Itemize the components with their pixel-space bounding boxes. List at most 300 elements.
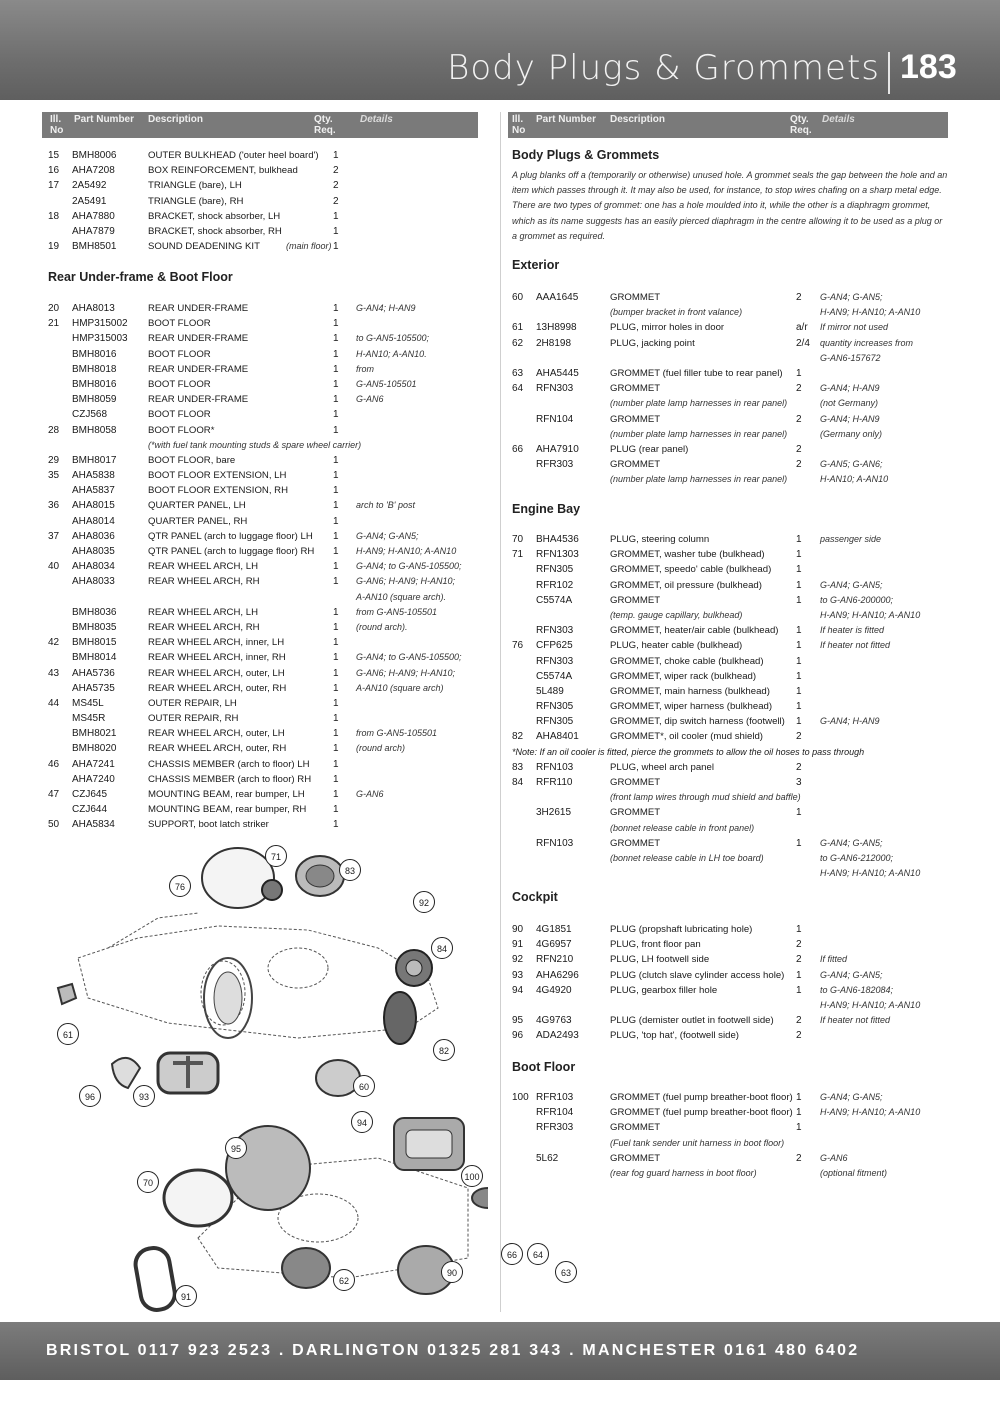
quantity: 1 [796,969,802,981]
part-number: BMH8058 [72,424,117,436]
quantity: 1 [796,984,802,996]
part-number: AHA5735 [72,682,115,694]
table-row [512,336,948,351]
part-description: PLUG, front floor pan [610,939,701,951]
illustration-number: 19 [48,241,60,253]
quantity: 1 [333,333,339,345]
table-row [512,290,948,305]
fitment-details: H-AN10; A-AN10 [820,474,889,485]
table-row [48,483,478,498]
fitment-details: (optional fitment) [820,1167,888,1178]
callout-label: 90 [441,1261,463,1283]
table-row [48,620,478,635]
quantity: 1 [796,1122,802,1134]
fitment-details: (Germany only) [820,428,883,439]
quantity: 2 [796,939,802,951]
quantity: 1 [333,789,339,800]
part-number: MS45R [72,713,106,725]
quantity: a/r [796,322,808,334]
fitment-details: G-AN5; G-AN6; [820,459,883,470]
illustration-number: 94 [512,984,524,996]
quantity: 1 [333,758,339,770]
part-description: PLUG, LH footwell side [610,954,710,966]
part-description: GROMMET [610,292,661,303]
part-number: 5L489 [536,685,564,697]
illustration-number: 90 [512,924,524,935]
col-qty: Qty. Req. [314,114,336,136]
table-row [48,544,478,559]
part-description: (temp. gauge capillary, bulkhead) [610,609,743,620]
fitment-details: H-AN9; H-AN10; A-AN10 [820,1107,921,1118]
callout-label: 94 [351,1111,373,1133]
callout-label: 92 [413,891,435,913]
part-number: AHA8035 [72,546,115,557]
grommet-71-shape [262,880,282,900]
quantity: 1 [796,640,802,652]
quantity: 2 [796,292,802,303]
table-row [512,836,948,851]
callout-label: 91 [175,1285,197,1307]
table-row [512,654,948,669]
part-number: AHA7880 [72,210,115,222]
col-ill: Ill. No [50,114,64,136]
left-column-header [42,112,478,138]
fitment-details: G-AN4; to G-AN5-105500; [356,652,462,663]
part-number: 2A5492 [72,180,107,192]
part-description: CHASSIS MEMBER (arch to floor) RH [148,773,312,785]
fitment-details: (not Germany) [820,398,879,409]
part-description: REAR WHEEL ARCH, outer, RH [148,743,287,755]
part-description: BOOT FLOOR [148,348,211,360]
table-row [48,407,478,422]
fitment-details: to G-AN6-212000; [820,852,894,863]
table-row [512,532,948,547]
part-description: TRIANGLE (bare), LH [148,180,242,192]
part-number: AHA6296 [536,969,579,981]
illustration-number: 96 [512,1030,524,1042]
part-number: 2H8198 [536,337,572,349]
table-row [48,453,478,468]
table-row [48,741,478,756]
fitment-details: quantity increases from [820,337,914,348]
table-row [512,699,948,714]
fitment-details: to G-AN5-105500; [356,333,430,344]
table-row [48,148,478,163]
table-row [512,937,948,952]
fitment-details: G-AN4; G-AN5; [356,530,419,541]
callout-label: 60 [353,1075,375,1097]
part-description: GROMMET (fuel filler tube to rear panel) [610,367,783,379]
part-description: BOOT FLOOR [148,378,211,390]
illustration-number: 50 [48,819,60,831]
page-title: Body Plugs & Grommets [447,48,880,88]
part-description: REAR WHEEL ARCH, outer, LH [148,728,285,740]
callout-label: 95 [225,1137,247,1159]
part-description: REAR WHEEL ARCH, inner, RH [148,652,286,664]
part-number: BMH8017 [72,454,117,466]
quantity: 1 [796,367,802,379]
part-description: OUTER REPAIR, LH [148,697,237,709]
page-header [0,0,1000,100]
table-row [512,1120,948,1135]
quantity: 1 [333,728,339,740]
part-description: PLUG, mirror holes in door [610,322,725,334]
fitment-details: to G-AN6-182084; [820,984,894,995]
illustration-number: 47 [48,789,60,800]
quantity: 2 [796,443,802,455]
table-row [48,347,478,362]
quantity: 2 [796,761,802,773]
part-number: RFN210 [536,954,574,966]
quantity: 1 [796,924,802,935]
part-description: (Fuel tank sender unit harness in boot floor) [610,1137,785,1148]
illustration-number: 83 [512,761,524,773]
part-number: RFR303 [536,459,574,471]
illustration-number: 60 [512,292,524,303]
quantity: 1 [796,534,802,545]
part-number: 13H8998 [536,322,577,334]
part-description: REAR UNDER-FRAME [148,303,249,314]
part-number: C5574A [536,670,573,682]
fitment-details: H-AN9; H-AN10; A-AN10 [820,609,921,620]
table-row [512,638,948,653]
part-description: PLUG (clutch slave cylinder access hole) [610,969,785,981]
part-number: AHA5445 [536,367,579,379]
part-description: BOOT FLOOR EXTENSION, LH [148,470,287,482]
fitment-details: arch to 'B' post [356,500,415,511]
part-number: RFR102 [536,579,574,591]
part-number: BMH8020 [72,743,117,755]
illustration-number: 63 [512,367,524,379]
quantity: 1 [333,150,339,161]
quantity: 1 [796,549,802,561]
quantity: 1 [333,637,339,649]
part-number: AHA8033 [72,576,115,588]
illustration-number: 36 [48,500,60,512]
quantity: 1 [796,579,802,591]
part-number: 4G1851 [536,924,572,935]
plug-70-shape [164,1170,232,1226]
fitment-details: passenger side [820,534,882,544]
part-number: BMH8006 [72,150,117,161]
part-description: SOUND DEADENING KIT [148,241,260,253]
illustration-number: 28 [48,424,60,436]
callout-label: 66 [501,1243,523,1265]
table-row [48,438,478,453]
illustration-number: 17 [48,180,60,192]
footer-contacts: BRISTOL 0117 923 2523 . DARLINGTON 01325 281 343 . MANCHESTER 0161 480 6402 [46,1342,860,1359]
fitment-details: G-AN6 [356,789,384,799]
table-row [512,562,948,577]
fitment-details: G-AN4; G-AN5; [820,579,883,590]
part-description: (number plate lamp harnesses in rear panel) [610,398,788,409]
quantity: 1 [333,652,339,664]
part-number: CZJ568 [72,409,108,421]
quantity: 1 [333,348,339,360]
quantity: 1 [333,500,339,512]
illustration-number: 91 [512,939,524,951]
callout-label: 84 [431,937,453,959]
quantity: 1 [333,606,339,618]
part-description: GROMMET, washer tube (bulkhead) [610,549,765,561]
part-number: BMH8014 [72,652,117,664]
table-row [48,498,478,513]
parts-table-boot [512,1090,948,1181]
part-description: GROMMET [610,413,661,425]
table-row [48,696,478,711]
illustration-number: 92 [512,954,524,966]
quantity: 1 [333,621,339,633]
illustration-number: 66 [512,443,524,455]
table-row [512,320,948,335]
part-number: AAA1645 [536,292,579,303]
part-description: GROMMET, wiper harness (bulkhead) [610,701,773,713]
illustration-number: 76 [512,640,524,652]
section-title-cockpit: Cockpit [512,890,558,904]
table-row [512,1136,948,1151]
table-row [512,790,948,805]
table-row [48,392,478,407]
part-description: GROMMET [610,383,661,395]
quantity: 1 [333,241,339,253]
part-description: REAR WHEEL ARCH, outer, LH [148,667,285,679]
part-description-note: (main floor) [286,241,332,252]
grommet-76-shape [202,848,274,908]
quantity: 1 [333,409,339,421]
quantity: 1 [796,807,802,819]
illustration-number: 29 [48,454,60,466]
part-number: AHA8401 [536,731,579,743]
part-number: 5L62 [536,1152,559,1164]
table-row [512,1013,948,1028]
quantity: 2 [796,954,802,966]
part-description: OUTER REPAIR, RH [148,713,239,725]
part-description: BRACKET, shock absorber, LH [148,210,281,222]
table-row [512,1151,948,1166]
part-description: (bonnet release cable in front panel) [610,822,755,833]
part-number: RFN104 [536,413,574,425]
grommet-82-shape [384,992,416,1044]
part-description: PLUG (demister outlet in footwell side) [610,1015,774,1027]
part-number: RFN103 [536,837,574,849]
quantity: 1 [796,837,802,849]
fitment-details: G-AN4; H-AN9 [356,303,416,313]
table-row [512,381,948,396]
quantity: 1 [333,485,339,497]
quantity: 1 [333,546,339,557]
part-number: AHA8014 [72,515,115,527]
illustration-number: 71 [512,549,524,561]
part-number: BMH8016 [72,348,117,360]
part-description: OUTER BULKHEAD ('outer heel board') [148,150,319,161]
fitment-details: G-AN6-157672 [820,352,881,363]
table-row [512,396,948,411]
table-row [512,351,948,366]
quantity: 1 [796,716,802,728]
part-description: REAR WHEEL ARCH, LH [148,561,258,573]
quantity: 1 [333,576,339,588]
part-description: TRIANGLE (bare), RH [148,195,244,207]
illustration-number: 100 [512,1092,529,1103]
table-row [48,423,478,438]
quantity: 1 [796,670,802,682]
section-title-intro: Body Plugs & Grommets [512,148,660,162]
part-number: RFR303 [536,1122,574,1134]
quantity: 1 [333,394,339,406]
part-description: BRACKET, shock absorber, RH [148,225,282,237]
intro-paragraph: A plug blanks off a (temporarily or otherwise) unused hole. A grommet seals the gap between the hole and an item which passes through it. It may also be used, for instance, to stop wires chafing on a sharp metal edge. There are two types of grommet: one has a hole moulded into it, while the other is a diaphragm grommet, which as its name suggests has an easily pierced diaphragm in the centre allowing it to be used as a plug or a grommet as required. [512,170,948,241]
table-row [512,821,948,836]
illustration-number: 64 [512,383,524,395]
quantity: 1 [333,773,339,785]
part-description: QUARTER PANEL, LH [148,500,246,512]
part-description: GROMMET [610,459,661,471]
part-description: REAR WHEEL ARCH, RH [148,576,260,588]
table-row [512,427,948,442]
table-row [48,194,478,209]
fitment-details: G-AN6 [356,394,384,405]
part-number: MS45L [72,697,104,709]
quantity: 1 [333,804,339,816]
part-description: PLUG, wheel arch panel [610,761,714,773]
part-description: GROMMET, speedo' cable (bulkhead) [610,564,772,576]
part-description: BOOT FLOOR [148,318,211,330]
quantity: 2 [796,731,802,743]
fitment-details: If mirror not used [820,322,889,333]
fitment-details: from [356,363,374,374]
table-row [48,635,478,650]
section-title-engine: Engine Bay [512,502,581,516]
quantity: 1 [333,378,339,390]
table-row [48,726,478,741]
part-number: RFN303 [536,625,574,637]
quantity: 1 [333,210,339,222]
part-description: QTR PANEL (arch to luggage floor) LH [148,530,313,542]
part-description: REAR UNDER-FRAME [148,333,249,345]
part-description: (bumper bracket in front valance) [610,307,743,318]
illustration-number: 61 [512,322,524,334]
table-row [512,729,948,744]
table-row [48,178,478,193]
part-number: RFN103 [536,761,574,773]
part-description: REAR WHEEL ARCH, outer, RH [148,682,287,694]
parts-table-upper [48,148,478,254]
fitment-details: G-AN4; G-AN5; [820,969,883,980]
part-number: HMP315002 [72,318,128,330]
table-row [48,163,478,178]
part-description: GROMMET [610,1152,661,1164]
fitment-details: (round arch). [356,621,408,632]
quantity: 2 [796,1015,802,1027]
col-desc: Description [610,114,666,125]
table-row [48,514,478,529]
table-row [512,472,948,487]
fitment-details: H-AN9; H-AN10; A-AN10 [356,546,457,556]
table-row [48,666,478,681]
quantity: 2 [796,1152,802,1164]
quantity: 1 [796,701,802,713]
callout-label: 62 [333,1269,355,1291]
part-description: GROMMET [610,807,661,819]
fitment-details: If fitted [820,954,848,965]
quantity: 1 [333,697,339,709]
part-description: GROMMET [610,777,661,788]
table-row [512,760,948,775]
part-description: PLUG, 'top hat', (footwell side) [610,1030,739,1042]
part-description: BOOT FLOOR, bare [148,454,236,466]
quantity: 3 [796,777,802,788]
part-description: REAR WHEEL ARCH, RH [148,621,260,633]
col-ill: Ill. No [512,114,526,136]
quantity: 2 [796,413,802,425]
table-row [48,772,478,787]
quantity: 1 [333,713,339,725]
part-number: CZJ644 [72,804,108,816]
quantity: 1 [796,1107,802,1119]
illustration-number: 44 [48,697,60,709]
quantity: 2 [796,1030,802,1042]
fitment-details: from G-AN5-105501 [356,606,438,617]
part-number: 4G6957 [536,939,572,951]
table-row [48,605,478,620]
table-row [512,866,948,881]
part-number: AHA7240 [72,773,115,785]
part-number: AHA5736 [72,667,115,679]
part-number: 4G9763 [536,1015,572,1027]
table-row [512,1028,948,1043]
table-row [48,239,478,254]
quantity: 1 [333,424,339,436]
table-row [512,442,948,457]
illustration-number: 46 [48,758,60,770]
illustration-number: 62 [512,337,524,349]
fitment-details: A-AN10 (square arch). [356,591,447,602]
fitment-details: H-AN9; H-AN10; A-AN10 [820,868,921,879]
part-number: BMH8059 [72,394,117,406]
callout-label: 71 [265,845,287,867]
illustration-number: 93 [512,969,524,981]
table-row [48,757,478,772]
quantity: 1 [333,303,339,314]
table-row [512,305,948,320]
part-description: (number plate lamp harnesses in rear panel) [610,474,788,485]
part-number: 2A5491 [72,195,107,207]
illustration-number: 15 [48,150,60,161]
page-number: 183 [900,48,957,86]
part-number: BMH8501 [72,241,117,253]
parts-table-engine [512,532,948,881]
part-number: 4G4920 [536,984,572,996]
section-title-rear: Rear Under-frame & Boot Floor [48,270,233,284]
table-row [48,590,478,605]
table-row [512,968,948,983]
parts-table-cockpit [512,922,948,1044]
callout-label: 70 [137,1171,159,1193]
title-divider [888,52,890,94]
quantity: 1 [333,454,339,466]
parts-table-exterior [512,290,948,487]
fitment-details: to G-AN6-200000; [820,594,894,605]
part-description: GROMMET [610,594,661,606]
table-row [48,802,478,817]
table-row [48,316,478,331]
fitment-details: H-AN9; H-AN10; A-AN10 [820,307,921,318]
part-description: MOUNTING BEAM, rear bumper, LH [148,789,305,800]
quantity: 1 [333,225,339,237]
part-number: RFN303 [536,383,574,395]
callout-label: 82 [433,1039,455,1061]
table-row [48,681,478,696]
